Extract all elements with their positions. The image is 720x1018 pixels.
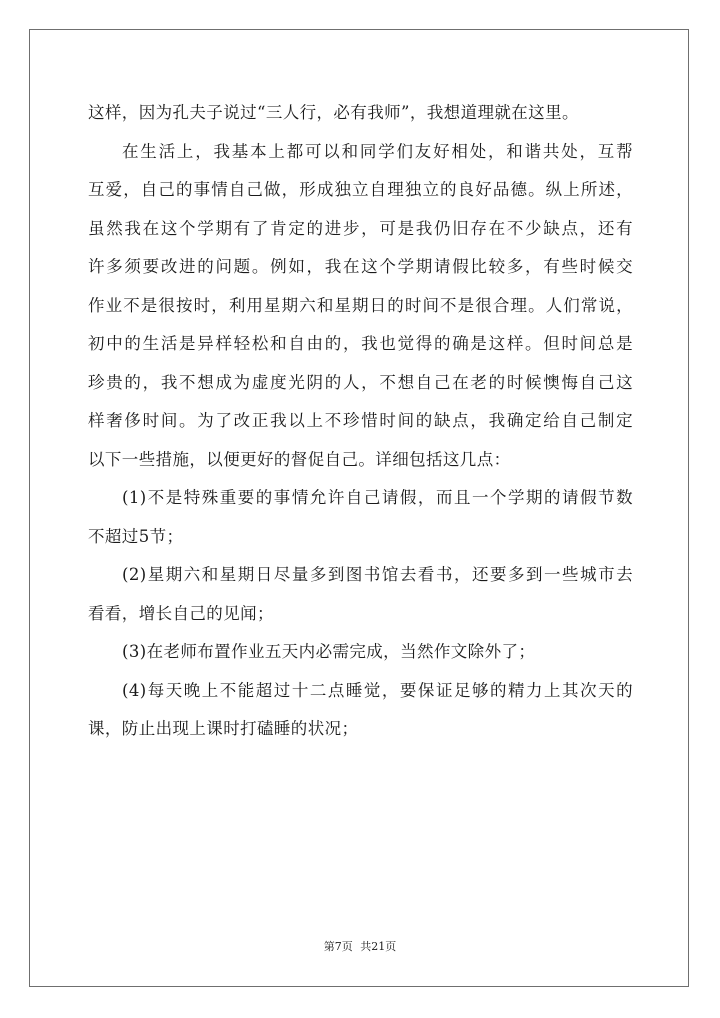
page-total: 共21页 — [360, 940, 397, 953]
list-item-line: (1)不是特殊重要的事情允许自己请假，而且一个学期的请假节数 — [122, 488, 633, 507]
paragraph-line: 在生活上，我基本上都可以和同学们友好相处，和谐共处，互帮 — [122, 141, 633, 161]
paragraph-line: 互爱，自己的事情自己做，形成独立自理独立的良好品德。纵上所述， — [88, 180, 633, 199]
page-number: 第7页 — [323, 940, 353, 953]
list-item-line: (4)每天晚上不能超过十二点睡觉，要保证足够的精力上其次天的 — [122, 680, 633, 700]
paragraph-line: 许多须要改进的问题。例如，我在这个学期请假比较多，有些时候交 — [88, 257, 633, 276]
page-footer — [0, 938, 720, 954]
paragraph-line: 珍贵的，我不想成为虚度光阴的人，不想自己在老的时候懊悔自己这 — [88, 372, 633, 392]
paragraph-line: 初中的生活是异样轻松和自由的，我也觉得的确是这样。但时间总是 — [88, 334, 633, 353]
paragraph-line: 样奢侈时间。为了改正我以上不珍惜时间的缺点，我确定给自己制定 — [88, 411, 633, 430]
list-item-line: 不超过5节； — [88, 526, 184, 546]
paragraph-line: 作业不是很按时，利用星期六和星期日的时间不是很合理。人们常说， — [88, 295, 633, 315]
document-body — [88, 94, 633, 749]
list-item-line: 看看，增长自己的见闻； — [88, 603, 274, 623]
paragraph-line: 这样，因为孔夫子说过“三人行，必有我师”，我想道理就在这里。 — [88, 103, 579, 122]
list-item-line: (2)星期六和星期日尽量多到图书馆去看书，还要多到一些城市去 — [122, 565, 633, 584]
paragraph-line: 虽然我在这个学期有了肯定的进步，可是我仍旧存在不少缺点，还有 — [88, 218, 633, 238]
list-item-line: 课，防止出现上课时打磕睡的状况； — [88, 719, 359, 738]
paragraph-line: 以下一些措施，以便更好的督促自己。详细包括这几点： — [88, 449, 511, 469]
list-item-line: (3)在老师布置作业五天内必需完成，当然作文除外了； — [122, 642, 536, 661]
